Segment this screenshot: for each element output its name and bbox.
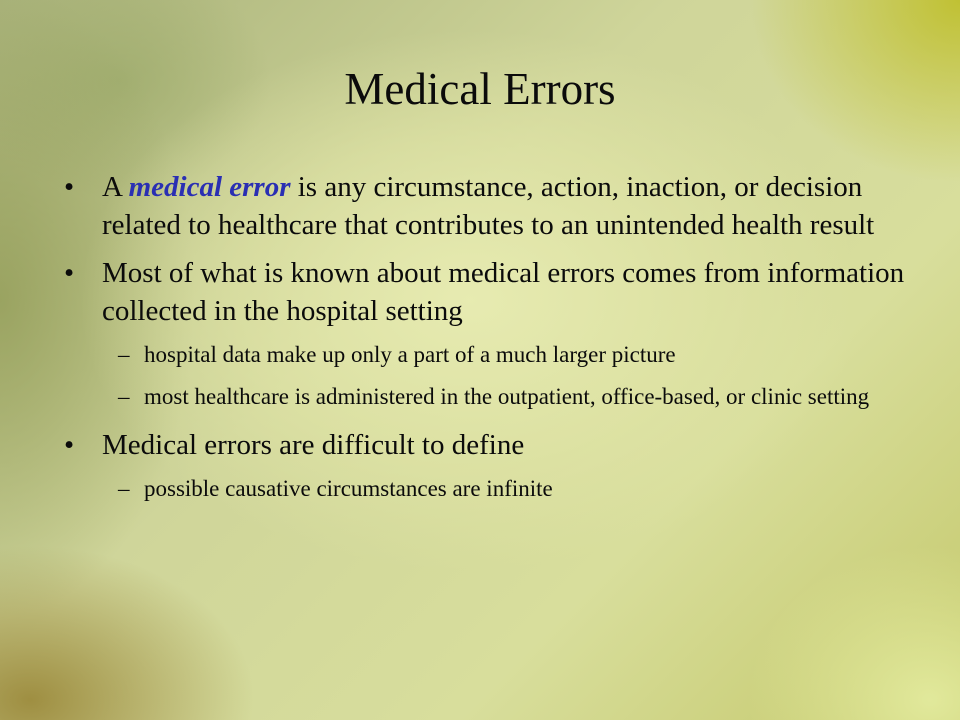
sub-bullet-outpatient <box>64 382 914 412</box>
bullet-dot: • <box>64 257 75 289</box>
sub-bullet-causative <box>64 474 914 504</box>
sub-bullet-text: possible causative circumstances are infinite <box>144 476 553 501</box>
bullet-difficult-define <box>64 426 914 464</box>
bullet-dot: • <box>64 429 75 461</box>
sub-bullet-dash: – <box>118 384 130 409</box>
sub-bullet-dash: – <box>118 476 130 501</box>
bullet-dot: • <box>64 171 75 203</box>
sub-bullet-dash: – <box>118 342 130 367</box>
sub-bullet-text: hospital data make up only a part of a much larger picture <box>144 342 676 367</box>
slide-content <box>64 168 914 516</box>
bullet-hospital-data <box>64 254 914 330</box>
bullet-text-start: A <box>102 171 129 203</box>
bullet-text: Medical errors are difficult to define <box>102 429 525 461</box>
bullet-text: Most of what is known about medical errors comes from information collected in the hospital setting <box>102 257 905 327</box>
highlighted-term: medical error <box>128 171 291 203</box>
slide-title: Medical Errors <box>344 64 616 114</box>
sub-bullet-partial-picture <box>64 340 914 370</box>
bullet-text-end: is any circumstance, action, inaction, or decision related to healthcare that contributes to an unintended health result <box>102 171 875 241</box>
sub-bullet-text: most healthcare is administered in the outpatient, office-based, or clinic setting <box>144 384 870 409</box>
bullet-definition <box>64 168 914 244</box>
